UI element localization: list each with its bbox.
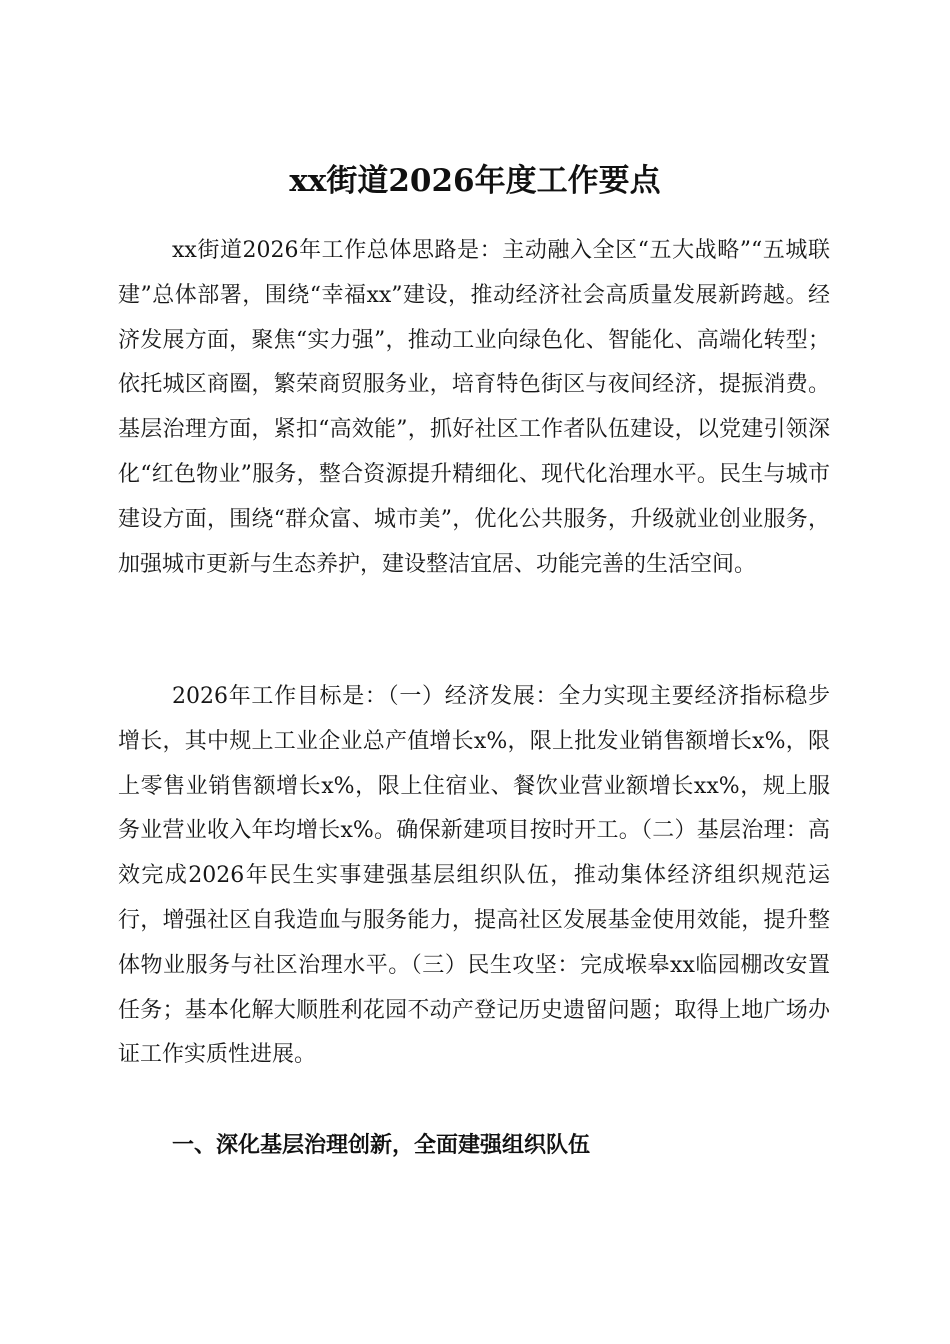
paragraph-work-goals: 2026年工作目标是：（一）经济发展：全力实现主要经济指标稳步增长，其中规上工业企业总产值增长x%，限上批发业销售额增长x%，限上零售业销售额增长x%，限上住宿业、餐饮业营业额增长xx%，规上服务业营业收入年均增长x%。确保新建项目按时开工。（二）基层治理：高效完成2026年民生实事建强基层组织队伍，推动集体经济组织规范运行，增强社区自我造血与服务能力，提高社区发展基金使用效能，提升整体物业服务与社区治理水平。（三）民生攻坚：完成堠皋xx临园棚改安置任务；基本化解大顺胜利花园不动产登记历史遗留问题；取得上地广场办证工作实质性进展。 (118, 684, 830, 1068)
section-heading-1: 一、深化基层治理创新，全面建强组织队伍 (172, 1133, 591, 1158)
document-title: xx街道2026年度工作要点 (289, 162, 661, 199)
paragraph-overall-approach: xx街道2026年工作总体思路是：主动融入全区“五大战略”“五城联建”总体部署，围绕“幸福xx”建设，推动经济社会高质量发展新跨越。经济发展方面，聚焦“实力强”，推动工业向绿色化、智能化、高端化转型；依托城区商圈，繁荣商贸服务业，培育特色街区与夜间经济，提振消费。基层治理方面，紧扣“高效能”，抓好社区工作者队伍建设，以党建引领深化“红色物业”服务，整合资源提升精细化、现代化治理水平。民生与城市建设方面，围绕“群众富、城市美”，优化公共服务，升级就业创业服务，加强城市更新与生态养护，建设整洁宜居、功能完善的生活空间。 (118, 238, 830, 577)
